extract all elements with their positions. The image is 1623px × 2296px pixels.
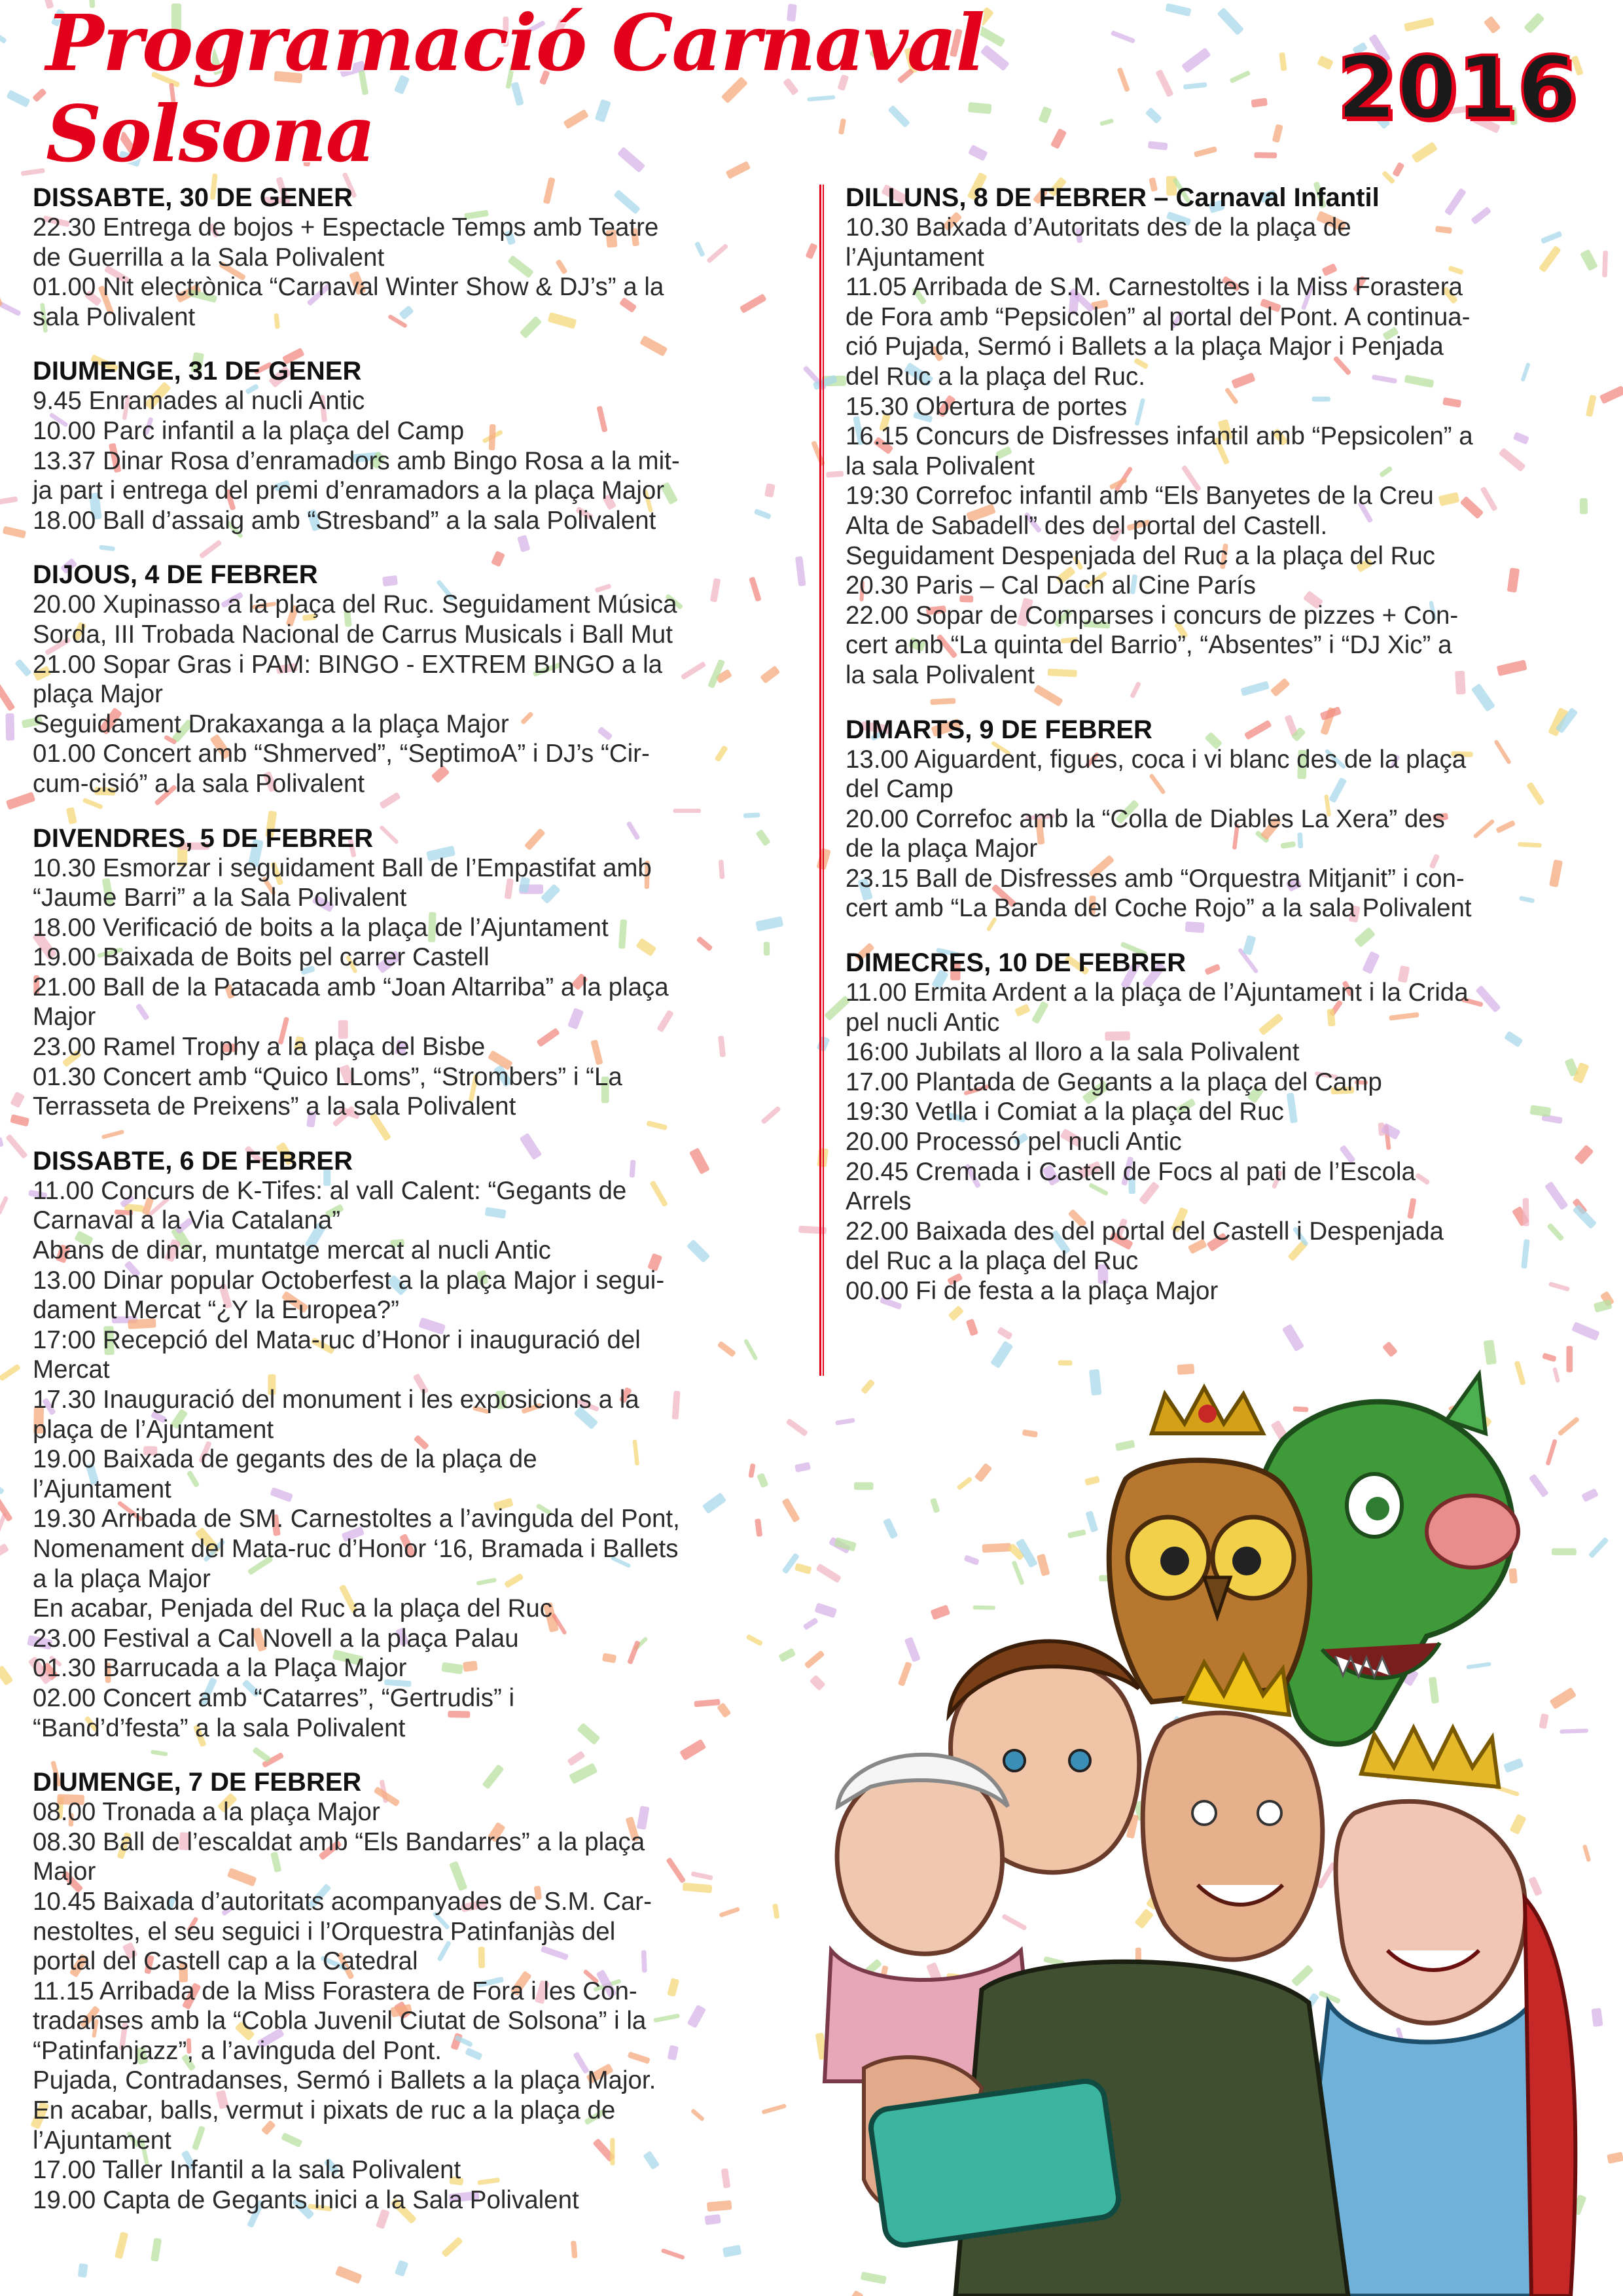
event-line: 19.00 Capta de Gegants inici a la Sala Polivalent (33, 2185, 579, 2214)
confetti-piece (10, 1091, 25, 1108)
event-line: 01.30 Barrucada a la Plaça Major (33, 1654, 407, 1683)
event-line: 20.00 Processó pel nucli Antic (846, 1128, 1182, 1157)
event-line: Major (33, 1857, 96, 1886)
event-line: 11.00 Ermita Ardent a la plaça de l’Ajuntament i la Crida (846, 978, 1469, 1007)
confetti-piece (78, 2263, 88, 2278)
event-line: 23.00 Ramel Trophy a la plaça del Bisbe (33, 1033, 486, 1062)
day-title: DIUMENGE, 7 DE FEBRER (33, 1768, 362, 1797)
event-line: 19.30 Arribada de SM. Carnestoltes a l’avinguda del Pont, (33, 1505, 680, 1534)
title-year: 2016 (1336, 38, 1577, 139)
event-line: 02.00 Concert amb “Catarres”, “Gertrudis” i (33, 1683, 515, 1712)
confetti-piece (0, 1363, 21, 1381)
event-line: 11.15 Arribada de la Miss Forastera de Fora i les Con- (33, 1977, 637, 2005)
event-line: Abans de dinar, muntatge mercat al nucli Antic (33, 1236, 551, 1265)
event-line: 19:30 Correfoc infantil amb “Els Banyetes de la Creu (846, 482, 1434, 511)
event-line: Sorda, III Trobada Nacional de Carrus Musicals i Ball Mut (33, 620, 673, 649)
event-line: 19.00 Baixada de gegants des de la plaça de (33, 1445, 537, 1474)
confetti-piece (1392, 162, 1404, 177)
event-line: Arrels (846, 1187, 912, 1216)
event-line: 20.45 Cremada i Castell de Focs al pati de l’Escola (846, 1157, 1416, 1186)
page-title (46, 0, 1577, 179)
right-schedule-column (846, 183, 1598, 1331)
confetti-piece (0, 300, 22, 316)
event-line: 22.00 Sopar de Comparses i concurs de pizzes + Con- (846, 601, 1459, 630)
event-line: cert amb “La Banda del Coche Rojo” a la sala Polivalent (846, 894, 1472, 923)
event-line: l’Ajuntament (33, 2126, 171, 2155)
event-line: sala Polivalent (33, 302, 196, 331)
confetti-piece (151, 2238, 162, 2262)
event-line: de la plaça Major (846, 834, 1038, 863)
day-block (33, 824, 805, 1122)
event-line: Seguidament Drakaxanga a la plaça Major (33, 709, 509, 738)
confetti-piece (3, 526, 27, 539)
event-line: 00.00 Fi de festa a la plaça Major (846, 1277, 1219, 1305)
event-line: tradanses amb la “Cobla Juvenil Ciutat de Solsona” i la (33, 2007, 647, 2036)
event-line: ció Pujada, Sermó i Ballets a la plaça Major i Penjada (846, 332, 1444, 361)
event-line: 18.00 Verificació de boits a la plaça de l’Ajuntament (33, 913, 609, 942)
day-block (846, 183, 1598, 691)
event-line: 13.00 Dinar popular Octoberfest a la plaça Major i segui- (33, 1266, 665, 1295)
confetti-piece (722, 2245, 741, 2258)
confetti-piece (6, 90, 30, 108)
event-line: del Camp (846, 775, 954, 804)
event-line: 01.30 Concert amb “Quico LLoms”, “Strombers” i “La (33, 1062, 622, 1091)
left-schedule-column (33, 183, 805, 2240)
event-line: 01.00 Nit electrònica “Carnaval Winter Show & DJ’s” a la (33, 273, 664, 302)
event-line: Seguidament Despenjada del Ruc a la plaça del Ruc (846, 541, 1436, 570)
event-line: En acabar, Penjada del Ruc a la plaça del Ruc (33, 1594, 553, 1623)
confetti-piece (0, 1137, 4, 1153)
event-line: cert amb “La quinta del Barrio”, “Absentes” i “DJ Xic” a (846, 631, 1452, 660)
event-line: 9.45 Enramades al nucli Antic (33, 387, 365, 416)
confetti-piece (10, 1114, 29, 1126)
event-line: 08.00 Tronada a la plaça Major (33, 1798, 380, 1827)
event-line: pel nucli Antic (846, 1008, 1000, 1037)
day-title: DIMECRES, 10 DE FEBRER (846, 948, 1186, 978)
carnival-characters-illustration (785, 1361, 1597, 2296)
confetti-piece (0, 496, 18, 505)
confetti-piece (21, 168, 45, 176)
owl-character (1109, 1388, 1310, 1702)
day-title: DIJOUS, 4 DE FEBRER (33, 560, 318, 590)
event-line: 17.00 Plantada de Gegants a la plaça del Camp (846, 1067, 1382, 1096)
event-line: 10.30 Esmorzar i seguidament Ball de l’Empastifat amb (33, 853, 652, 882)
day-block (33, 1147, 805, 1743)
event-line: En acabar, balls, vermut i pixats de ruc a la plaça de (33, 2096, 616, 2125)
event-line: l’Ajuntament (846, 243, 984, 272)
event-line: 22.30 Entrega de bojos + Espectacle Temps amb Teatre (33, 213, 659, 242)
event-line: a la plaça Major (33, 1564, 211, 1593)
event-line: Mercat (33, 1355, 110, 1384)
confetti-piece (1599, 386, 1623, 404)
event-line: “Patinfanjazz”, a l’avinguda del Pont. (33, 2036, 442, 2065)
event-line: 16:00 Jubilats al lloro a la sala Polivalent (846, 1038, 1300, 1067)
event-line: 11.00 Concurs de K-Tifes: al vall Calent: “Gegants de (33, 1176, 627, 1205)
confetti-piece (0, 1543, 9, 1565)
event-line: 16.15 Concurs de Disfresses infantil amb “Pepsicolen” a (846, 422, 1473, 451)
confetti-piece (826, 471, 844, 478)
event-line: Nomenament del Mata-ruc d’Honor ‘16, Bramada i Ballets (33, 1534, 679, 1563)
event-line: 21.00 Sopar Gras i PAM: BINGO - EXTREM BINGO a la (33, 650, 663, 679)
day-title: DIMARTS, 9 DE FEBRER (846, 715, 1152, 744)
event-line: Terrasseta de Preixens” a la sala Polivalent (33, 1092, 516, 1121)
event-line: 21.00 Ball de la Patacada amb “Joan Altarriba” a la plaça (33, 973, 669, 1001)
day-title: DISSABTE, 6 DE FEBRER (33, 1146, 353, 1175)
event-line: 13.37 Dinar Rosa d’enramadors amb Bingo Rosa a la mit- (33, 446, 680, 475)
event-line: plaça de l’Ajuntament (33, 1415, 274, 1444)
day-block (846, 948, 1598, 1306)
event-line: portal del Castell cap a la Catedral (33, 1947, 418, 1976)
event-line: 11.05 Arribada de S.M. Carnestoltes i la Miss Forastera (846, 273, 1463, 302)
confetti-piece (0, 683, 15, 711)
event-line: 10.00 Parc infantil a la plaça del Camp (33, 416, 465, 445)
confetti-piece (1607, 2151, 1623, 2164)
event-line: Carnaval a la Via Catalana” (33, 1206, 341, 1235)
confetti-piece (395, 2260, 408, 2277)
confetti-piece (14, 658, 31, 677)
confetti-piece (0, 1480, 5, 1495)
event-line: Major (33, 1003, 96, 1031)
event-line: 13.00 Aiguardent, figues, coca i vi blanc des de la plaça (846, 745, 1467, 774)
event-line: del Ruc a la plaça del Ruc. (846, 362, 1145, 391)
confetti-piece (661, 2248, 685, 2260)
event-line: ja part i entrega del premi d’enramadors a la plaça Major (33, 476, 665, 505)
event-line: cum-cisió” a la sala Polivalent (33, 769, 365, 798)
event-line: 18.00 Ball d’assaig amb “Stresband” a la sala Polivalent (33, 506, 656, 535)
confetti-piece (571, 2240, 578, 2258)
event-line: 17:00 Recepció del Mata-ruc d’Honor i inauguració del (33, 1325, 641, 1354)
confetti-piece (0, 1665, 14, 1686)
event-line: dament Mercat “¿Y la Europea?” (33, 1296, 399, 1325)
event-line: 20.30 Paris – Cal Dach al Cine París (846, 571, 1256, 600)
event-line: 19.00 Baixada de Boits pel carrer Castell (33, 943, 490, 972)
confetti-piece (1602, 251, 1608, 278)
event-line: 17.00 Taller Infantil a la sala Polivalent (33, 2156, 461, 2185)
confetti-piece (0, 29, 7, 44)
day-block (33, 1768, 805, 2215)
event-line: plaça Major (33, 680, 164, 709)
event-line: 01.00 Concert amb “Shmerved”, “SeptimoA” i DJ’s “Cir- (33, 740, 650, 768)
event-line: 19:30 Vetlla i Comiat a la plaça del Ruc (846, 1098, 1284, 1126)
event-line: 23.15 Ball de Disfresses amb “Orquestra Mitjanit” i con- (846, 864, 1465, 893)
event-line: la sala Polivalent (846, 660, 1035, 689)
day-title: DILLUNS, 8 DE FEBRER – Carnaval Infantil (846, 183, 1380, 212)
title-main: Programació Carnaval Solsona (46, 0, 984, 179)
confetti-piece (5, 1134, 28, 1159)
confetti-piece (0, 1196, 9, 1215)
event-line: 20.00 Correfoc amb la “Colla de Diables La Xera” des (846, 804, 1445, 833)
event-line: 10.45 Baixada d’autoritats acompanyades de S.M. Car- (33, 1887, 652, 1916)
event-line: 22.00 Baixada des del portal del Castell i Despenjada (846, 1217, 1444, 1246)
event-line: 20.00 Xupinasso a la plaça del Ruc. Seguidament Música (33, 590, 677, 619)
event-line: l’Ajuntament (33, 1475, 171, 1503)
confetti-piece (805, 243, 817, 259)
day-block (846, 715, 1598, 924)
event-line: 10.30 Baixada d’Autoritats des de la plaça de (846, 213, 1351, 242)
event-line: “Jaume Barri” a la Sala Polivalent (33, 884, 407, 912)
day-block (33, 560, 805, 798)
confetti-piece (32, 88, 47, 102)
event-line: la sala Polivalent (846, 452, 1035, 480)
event-line: del Ruc a la plaça del Ruc (846, 1247, 1139, 1276)
confetti-piece (1382, 1341, 1398, 1357)
event-line: 15.30 Obertura de portes (846, 392, 1128, 421)
event-line: Alta de Sabadell” des del portal del Castell. (846, 511, 1328, 540)
confetti-piece (335, 2265, 363, 2284)
day-block (33, 357, 805, 535)
event-line: 08.30 Ball de l’escaldat amb “Els Bandarres” a la plaça (33, 1827, 645, 1856)
event-line: nestoltes, el seu seguici i l’Orquestra Patinfanjàs del (33, 1917, 616, 1946)
event-line: 17.30 Inauguració del monument i les exposicions a la (33, 1386, 639, 1414)
day-block (33, 183, 805, 332)
confetti-piece (5, 713, 14, 741)
event-line: de Guerrilla a la Sala Polivalent (33, 243, 385, 272)
day-title: DIUMENGE, 31 DE GENER (33, 357, 362, 386)
column-divider (819, 185, 824, 1376)
event-line: Pujada, Contradanses, Sermó i Ballets a la plaça Major. (33, 2066, 656, 2095)
confetti-piece (6, 792, 36, 810)
event-line: 23.00 Festival a Cal Novell a la plaça Palau (33, 1624, 519, 1653)
day-title: DISSABTE, 30 DE GENER (33, 183, 353, 212)
day-title: DIVENDRES, 5 DE FEBRER (33, 823, 374, 853)
event-line: de Fora amb “Pepsicolen” al portal del Pont. A continua- (846, 302, 1471, 331)
event-line: “Band’d’festa” a la sala Polivalent (33, 1713, 406, 1742)
